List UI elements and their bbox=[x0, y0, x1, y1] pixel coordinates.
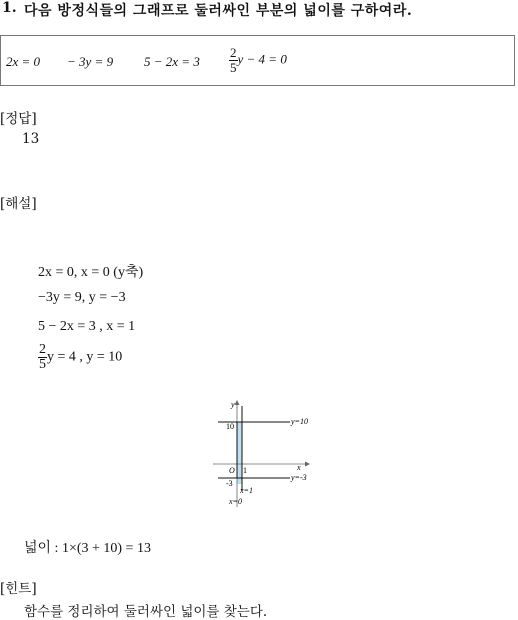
line-label-y-neg3: y=-3 bbox=[291, 473, 307, 482]
equation-4-fraction bbox=[229, 46, 238, 75]
solution-line-4-rest: y = 4 , y = 10 bbox=[47, 349, 123, 365]
line-label-y-10: y=10 bbox=[291, 417, 308, 426]
question-text: 다음 방정식들의 그래프로 둘러싸인 부분의 넓이를 구하여라. bbox=[24, 3, 413, 19]
tick-label-neg3: -3 bbox=[226, 479, 233, 488]
solution-line-4-numerator: 2 bbox=[39, 342, 46, 357]
solution-line-2: −3y = 9, y = −3 bbox=[38, 290, 126, 305]
explanation-label: [해설] bbox=[0, 196, 37, 212]
solution-line-4-fraction bbox=[38, 343, 47, 372]
line-label-x-0: x=0 bbox=[229, 497, 242, 506]
solution-line-4 bbox=[38, 343, 122, 372]
equation-4 bbox=[229, 46, 287, 75]
answer-label: [정답] bbox=[0, 111, 37, 127]
origin-label: O bbox=[229, 466, 235, 475]
tick-label-10: 10 bbox=[226, 422, 234, 431]
solution-line-1: 2x = 0, x = 0 (y축) bbox=[38, 265, 144, 280]
equation-2: − 3y = 9 bbox=[67, 54, 114, 69]
tick-label-1: 1 bbox=[243, 466, 247, 475]
x-axis-arrow bbox=[305, 462, 310, 467]
shaded-region bbox=[237, 422, 242, 484]
region-graph bbox=[210, 396, 325, 511]
answer-value: 13 bbox=[22, 131, 40, 147]
equation-1: 2x = 0 bbox=[6, 54, 41, 69]
x-axis-label: x bbox=[297, 463, 301, 472]
y-axis-arrow bbox=[235, 400, 240, 405]
area-result: 넓이 : 1×(3 + 10) = 13 bbox=[24, 541, 151, 556]
equation-4-numerator: 2 bbox=[230, 45, 237, 60]
question-number: 1. bbox=[2, 0, 17, 16]
hint-text: 함수를 정리하여 둘러싸인 넓이를 찾는다. bbox=[24, 604, 268, 620]
equation-box bbox=[0, 35, 515, 86]
y-axis-label: y bbox=[231, 400, 235, 409]
solution-line-3: 5 − 2x = 3 , x = 1 bbox=[38, 319, 136, 334]
equation-3: 5 − 2x = 3 bbox=[144, 54, 200, 69]
hint-label: [힌트] bbox=[0, 581, 37, 597]
solution-line-4-denominator: 5 bbox=[39, 357, 46, 372]
equation-4-denominator: 5 bbox=[230, 60, 237, 75]
equation-4-rest: y − 4 = 0 bbox=[237, 51, 287, 67]
line-label-x-1: x=1 bbox=[240, 486, 253, 495]
